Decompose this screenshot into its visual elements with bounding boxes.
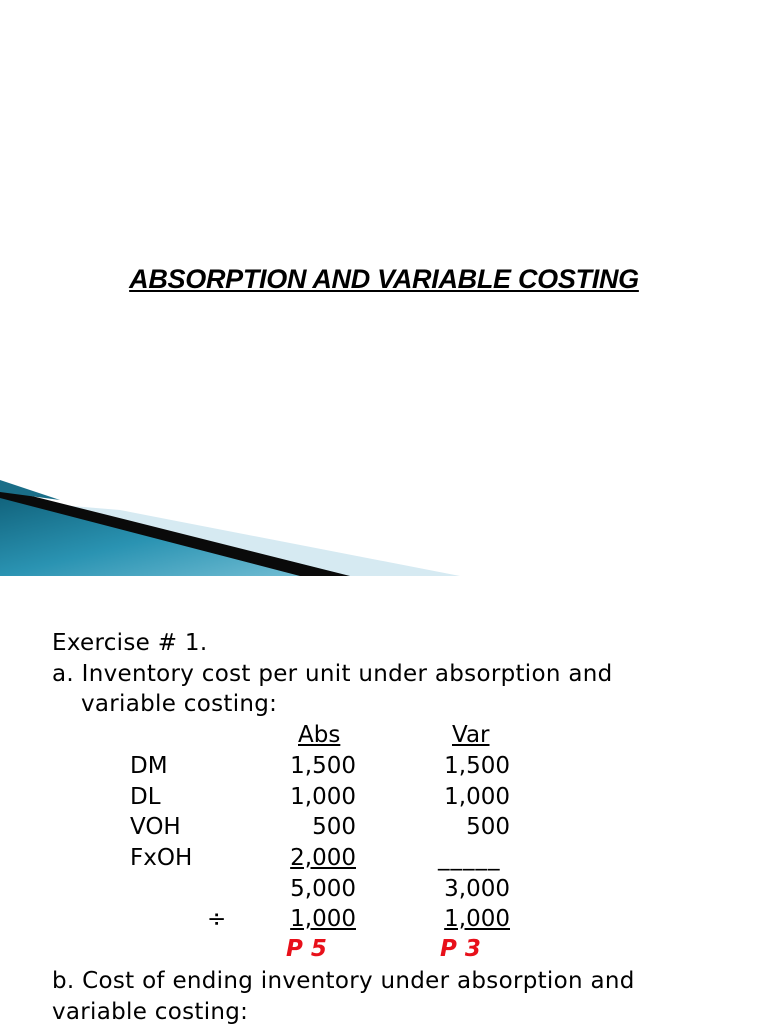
row-label-fxoh: FxOH [130,845,193,871]
column-header-var: Var [452,722,490,748]
abs-value-fxoh: 2,000 [290,845,356,871]
abs-total: 5,000 [290,876,356,902]
row-label-voh: VOH [130,814,181,840]
row-label-dm: DM [130,753,168,779]
part-a-line-1: a. Inventory cost per unit under absorption and [52,661,613,687]
abs-value-voh: 500 [312,814,356,840]
var-value-dm: 1,500 [444,753,510,779]
part-b-line-1: b. Cost of ending inventory under absorption and [52,968,635,994]
part-a-line-2: variable costing: [81,691,278,717]
row-label-dl: DL [130,784,161,810]
abs-value-dm: 1,500 [290,753,356,779]
exercise-slide [0,576,768,1024]
var-total: 3,000 [444,876,510,902]
part-b-line-2: variable costing: [52,999,249,1025]
abs-unit-cost: P 5 [286,936,327,962]
divide-symbol: ÷ [207,906,227,932]
abs-divisor-wrap [255,906,356,932]
var-value-voh: 500 [466,814,510,840]
var-value-dl: 1,000 [444,784,510,810]
var-value-fxoh: _____ [438,845,501,871]
column-header-abs: Abs [298,722,341,748]
var-unit-cost: P 3 [440,936,481,962]
var-divisor-wrap [400,906,510,932]
abs-value-dl: 1,000 [290,784,356,810]
decorative-swoosh [0,480,460,576]
slide-title: ABSORPTION AND VARIABLE COSTING [129,264,639,294]
abs-value-fxoh-wrap [255,845,356,871]
var-divisor: 1,000 [444,906,510,932]
abs-divisor: 1,000 [290,906,356,932]
exercise-heading: Exercise # 1. [52,630,208,656]
